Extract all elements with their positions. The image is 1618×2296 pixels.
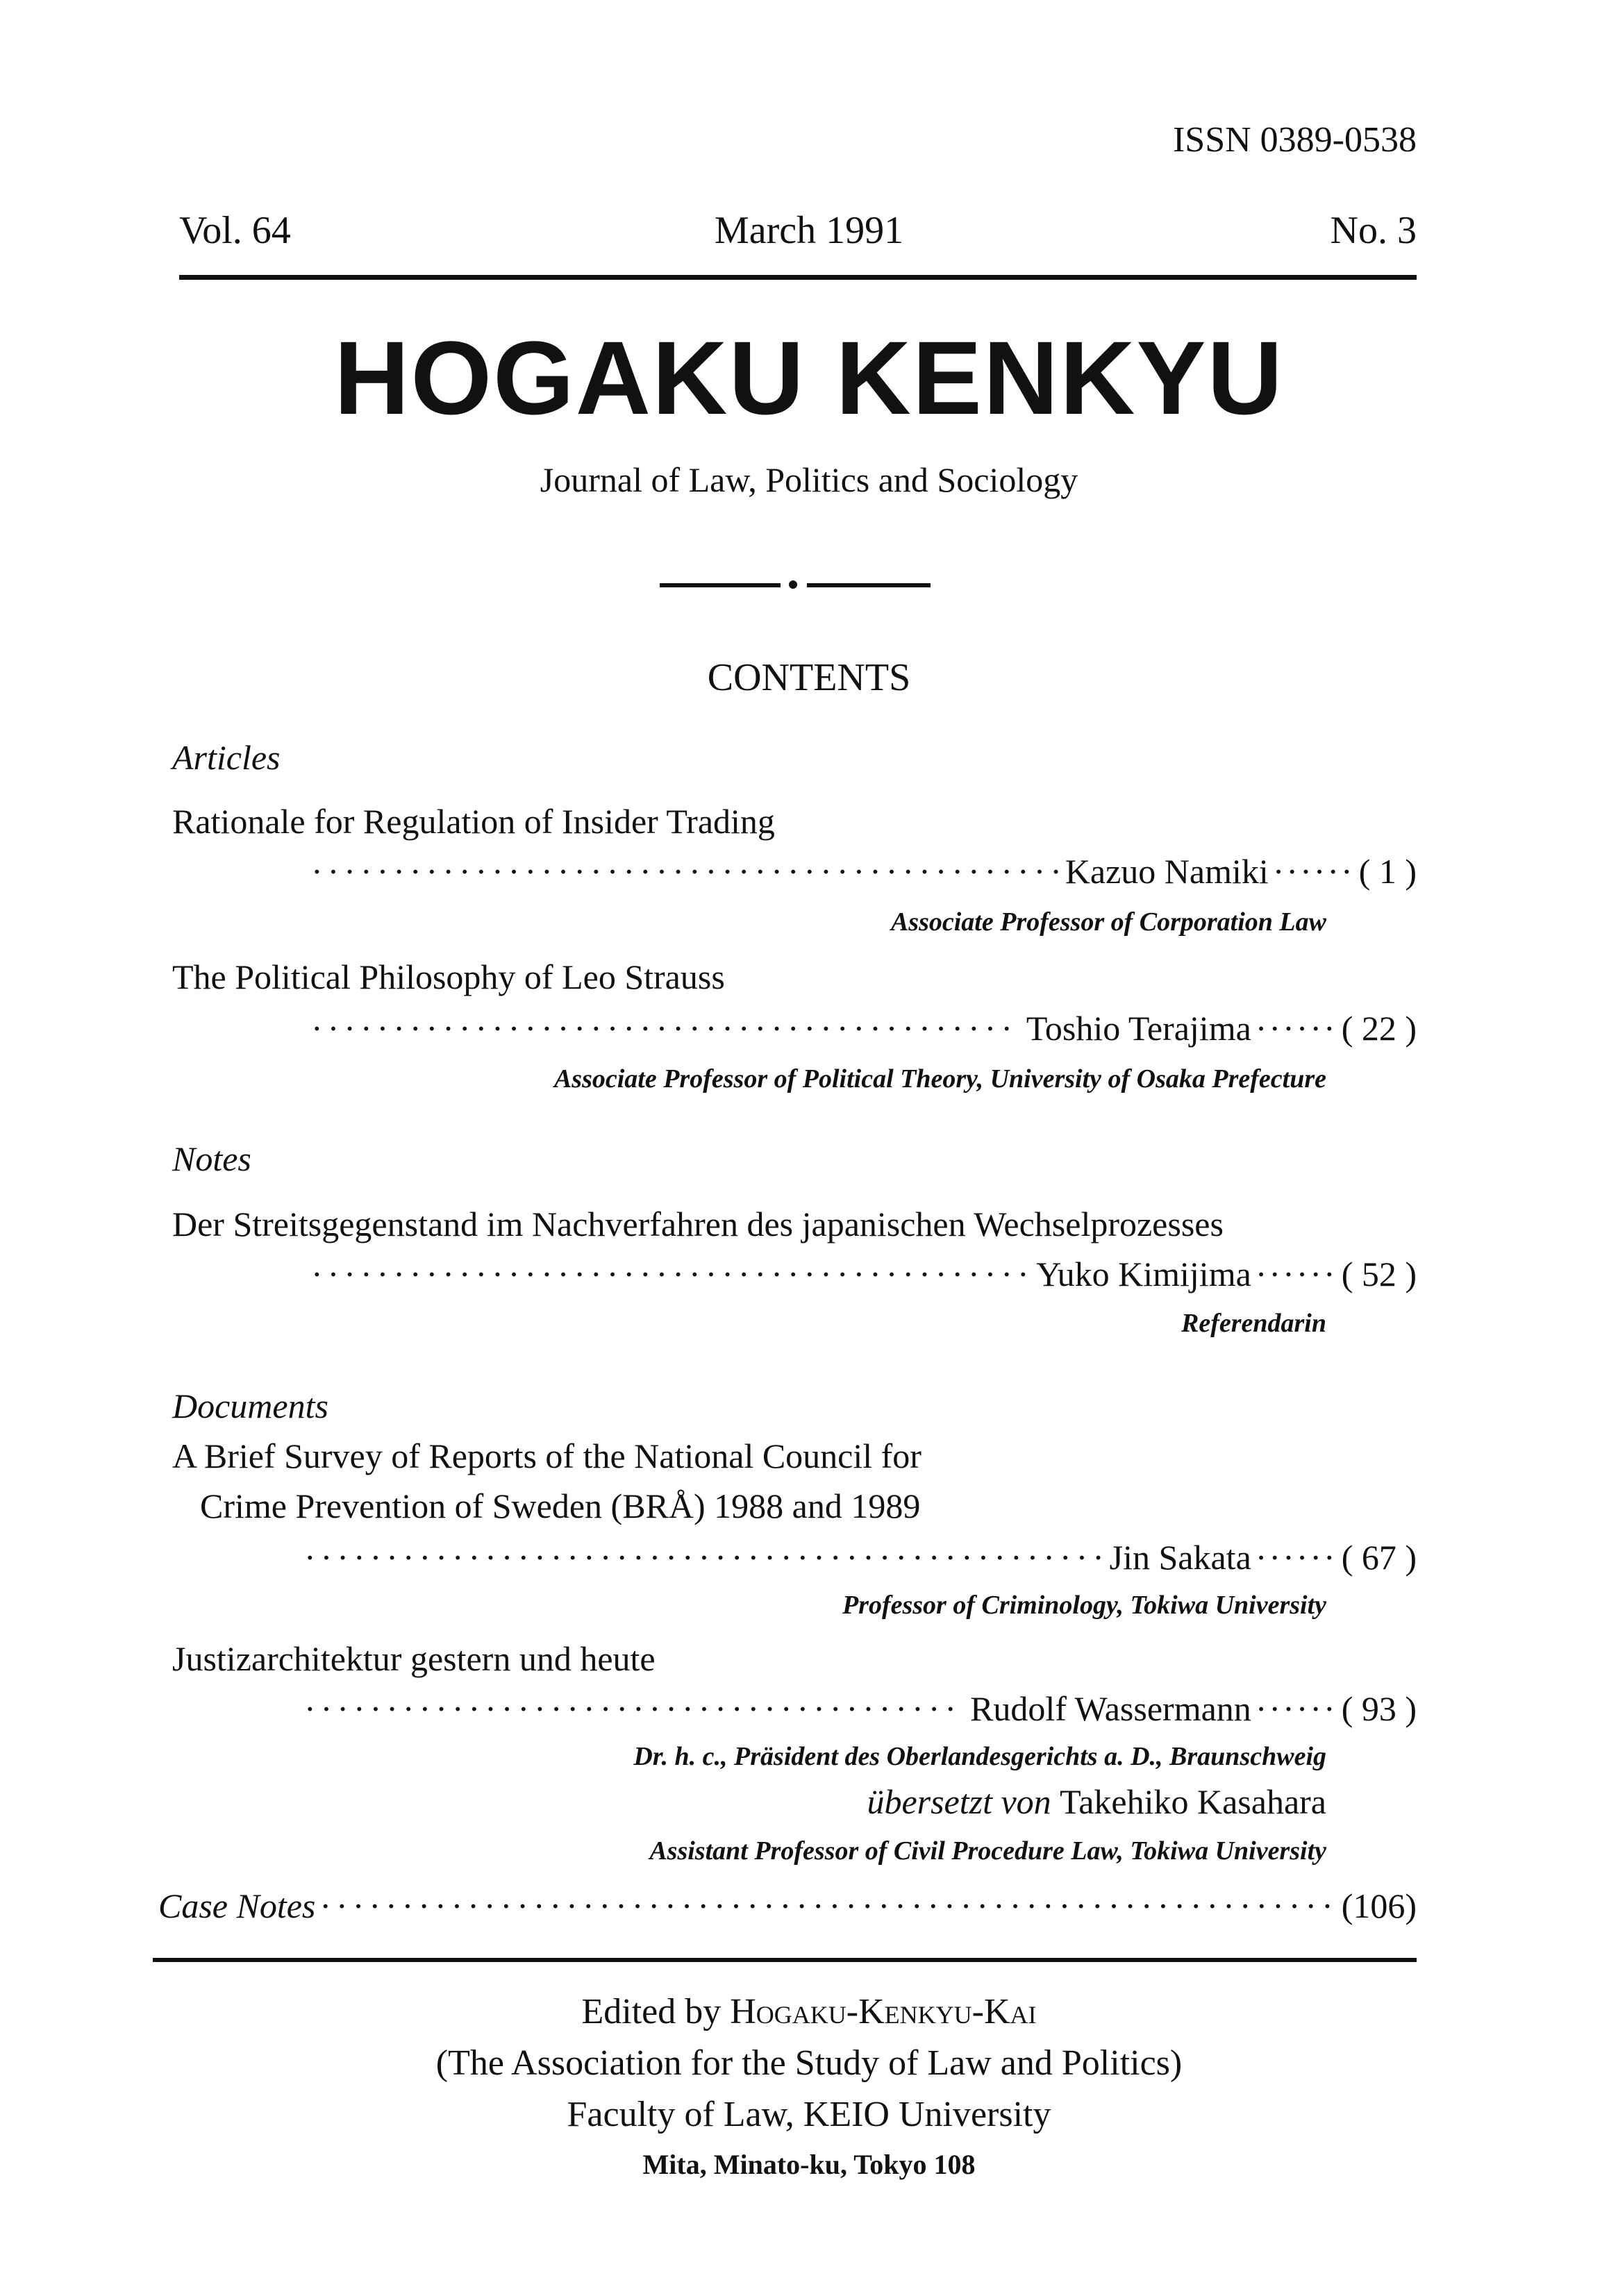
entry-leader-line	[311, 851, 1417, 891]
short-leader: ······	[1272, 852, 1355, 891]
translator-name: Takehiko Kasahara	[1060, 1782, 1326, 1821]
entry-leader-line	[311, 1254, 1417, 1294]
entry-title: Justizarchitektur gestern und heute	[172, 1639, 656, 1678]
volume: Vol. 64	[179, 209, 291, 252]
entry-page: ( 22 )	[1341, 1009, 1417, 1048]
edited-by-label: Edited by	[581, 1992, 722, 2031]
entry-leader-line	[304, 1689, 1417, 1729]
entry-affiliation: Associate Professor of Corporation Law	[890, 907, 1326, 937]
issn: ISSN 0389-0538	[1172, 120, 1417, 160]
journal-subtitle: Journal of Law, Politics and Sociology	[540, 460, 1078, 499]
section-label-notes: Notes	[172, 1139, 251, 1178]
top-rule	[179, 275, 1417, 280]
dot-leader	[319, 1886, 1334, 1926]
short-leader: ······	[1255, 1009, 1337, 1048]
entry-title-line-2: Crime Prevention of Sweden (BRÅ) 1988 and 1989	[200, 1486, 921, 1525]
association-line: (The Association for the Study of Law and Politics)	[435, 2043, 1183, 2083]
address-line: Mita, Minato-ku, Tokyo 108	[642, 2149, 976, 2180]
entry-author: Rudolf Wassermann	[970, 1689, 1251, 1728]
faculty-line: Faculty of Law, KEIO University	[567, 2095, 1051, 2134]
entry-page: ( 93 )	[1341, 1689, 1417, 1728]
dot-leader	[304, 1689, 963, 1729]
entry-leader-line	[311, 1008, 1417, 1048]
short-leader: ······	[1255, 1538, 1337, 1577]
journal-title: HOGAKU KENKYU	[334, 319, 1284, 436]
entry-author: Kazuo Namiki	[1065, 852, 1269, 891]
case-notes-line	[158, 1886, 1417, 1926]
short-leader: ······	[1255, 1255, 1337, 1293]
entry-page: ( 52 )	[1341, 1255, 1417, 1293]
translator-prefix: übersetzt von	[867, 1782, 1051, 1821]
contents-heading: CONTENTS	[707, 656, 911, 699]
edited-by-line	[0, 1991, 1618, 2032]
entry-affiliation: Dr. h. c., Präsident des Oberlandesgerichts a. D., Braunschweig	[633, 1742, 1326, 1771]
entry-affiliation: Referendarin	[1181, 1309, 1326, 1338]
entry-page: ( 67 )	[1341, 1538, 1417, 1577]
issue-date: March 1991	[714, 209, 904, 252]
section-label-articles: Articles	[172, 738, 281, 777]
bottom-rule	[153, 1958, 1417, 1962]
entry-page: (106)	[1341, 1886, 1417, 1925]
dot-leader	[304, 1537, 1103, 1577]
dot-leader	[311, 1008, 1019, 1048]
ornament-left-bar	[660, 583, 781, 587]
entry-affiliation: Associate Professor of Political Theory, University of Osaka Prefecture	[553, 1064, 1326, 1093]
ornament-right-bar	[807, 583, 931, 587]
editor-name: Hogaku-Kenkyu-Kai	[730, 1992, 1037, 2031]
dot-leader	[311, 851, 1058, 891]
entry-leader-line	[304, 1537, 1417, 1577]
entry-author: Toshio Terajima	[1026, 1009, 1251, 1048]
entry-title: Rationale for Regulation of Insider Trading	[172, 802, 775, 841]
ornament-dot	[789, 580, 797, 589]
section-label-documents: Documents	[172, 1386, 328, 1425]
dot-leader	[311, 1254, 1029, 1294]
translator-line	[867, 1782, 1326, 1822]
entry-author: Jin Sakata	[1109, 1538, 1251, 1577]
short-leader: ······	[1255, 1689, 1337, 1728]
section-label-case-notes: Case Notes	[158, 1886, 316, 1925]
entry-author: Yuko Kimijima	[1036, 1255, 1251, 1293]
entry-title-line-1: A Brief Survey of Reports of the National Council for	[172, 1436, 921, 1475]
entry-affiliation: Professor of Criminology, Tokiwa University	[842, 1591, 1326, 1620]
entry-page: ( 1 )	[1358, 852, 1417, 891]
issue-number: No. 3	[1330, 209, 1417, 252]
translator-affiliation: Assistant Professor of Civil Procedure Law, Tokiwa University	[649, 1836, 1326, 1866]
entry-title: The Political Philosophy of Leo Strauss	[172, 957, 725, 996]
entry-title: Der Streitsgegenstand im Nachverfahren des japanischen Wechselprozesses	[172, 1205, 1224, 1243]
